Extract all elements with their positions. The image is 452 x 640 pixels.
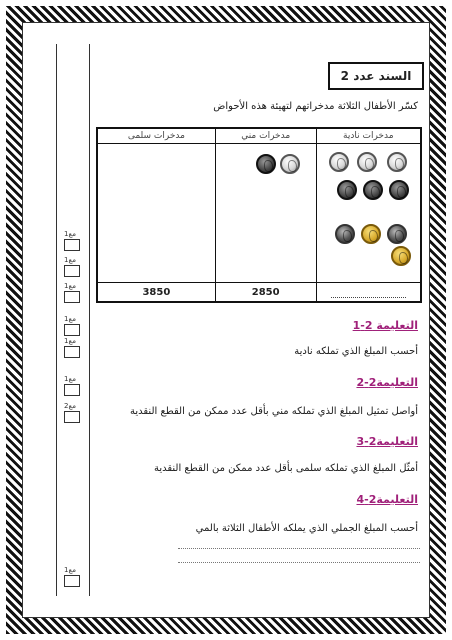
grading-checkbox[interactable] [64,575,80,587]
grading-checkbox[interactable] [64,324,80,336]
grading-mark-label: مع1 [64,256,76,264]
grading-checkbox[interactable] [64,265,80,277]
grading-mark-label: مع1 [64,375,76,383]
grading-checkbox[interactable] [64,384,80,396]
grading-mark-label: مع1 [64,230,76,238]
grading-mark [64,337,84,358]
task-text-2: أواصل تمثيل المبلغ الذي تملكه مني بأقل عدد ممكن من القطع النقدية [129,406,418,417]
task-text-1: أحسب المبلغ الذي تملكه نادية [294,346,418,357]
task-text-4: أحسب المبلغ الجملي الذي يملكه الأطفال الثلاثة بالمي [195,523,418,534]
grading-checkbox[interactable] [64,239,80,251]
column-header-nadia: مدخرات نادية [316,128,421,144]
grading-mark-label: مع1 [64,315,76,323]
grading-mark [64,566,84,587]
coin-icon [363,180,383,200]
coin-icon [361,224,381,244]
grading-mark-label: مع2 [64,402,76,410]
savings-table [96,127,422,303]
grading-checkbox[interactable] [64,346,80,358]
grading-mark [64,230,84,251]
grading-mark [64,256,84,277]
task-heading-2: التعليمة2-2 [356,376,418,389]
coin-icon [391,246,411,266]
nadia-coins-cell [316,144,421,283]
task-heading-1: التعليمة 2-1 [352,319,418,332]
grading-mark [64,402,84,423]
nadia-total-blank[interactable] [316,283,421,303]
answer-line[interactable] [178,562,420,563]
coin-icon [329,152,349,172]
document-title: السند عدد 2 [328,62,424,90]
column-header-mouna: مدخرات مني [215,128,316,144]
salma-coins-cell [97,144,215,283]
task-heading-4: التعليمة2-4 [356,493,418,506]
coin-icon [337,180,357,200]
grading-checkbox[interactable] [64,411,80,423]
coin-icon [256,154,276,174]
grading-mark [64,315,84,336]
grading-mark-label: مع1 [64,566,76,574]
task-heading-3: التعليمة2-3 [356,435,418,448]
grading-mark [64,375,84,396]
coin-icon [387,152,407,172]
coin-icon [389,180,409,200]
grading-checkbox[interactable] [64,291,80,303]
intro-text: كسّر الأطفال الثلاثة مدخراتهم لتهيئة هذه الأحواض [213,101,418,112]
coin-icon [335,224,355,244]
grading-mark-label: مع1 [64,282,76,290]
coin-icon [357,152,377,172]
grading-mark [64,282,84,303]
mouna-coins-cell [215,144,316,283]
mouna-total: 2850 [215,283,316,303]
grading-mark-label: مع1 [64,337,76,345]
answer-line[interactable] [178,548,420,549]
coin-icon [280,154,300,174]
salma-total: 3850 [97,283,215,303]
task-text-3: أمثّل المبلغ الذي تملكه سلمى بأقل عدد ممكن من القطع النقدية [153,463,418,474]
coin-icon [387,224,407,244]
column-header-salma: مدخرات سلمى [97,128,215,144]
